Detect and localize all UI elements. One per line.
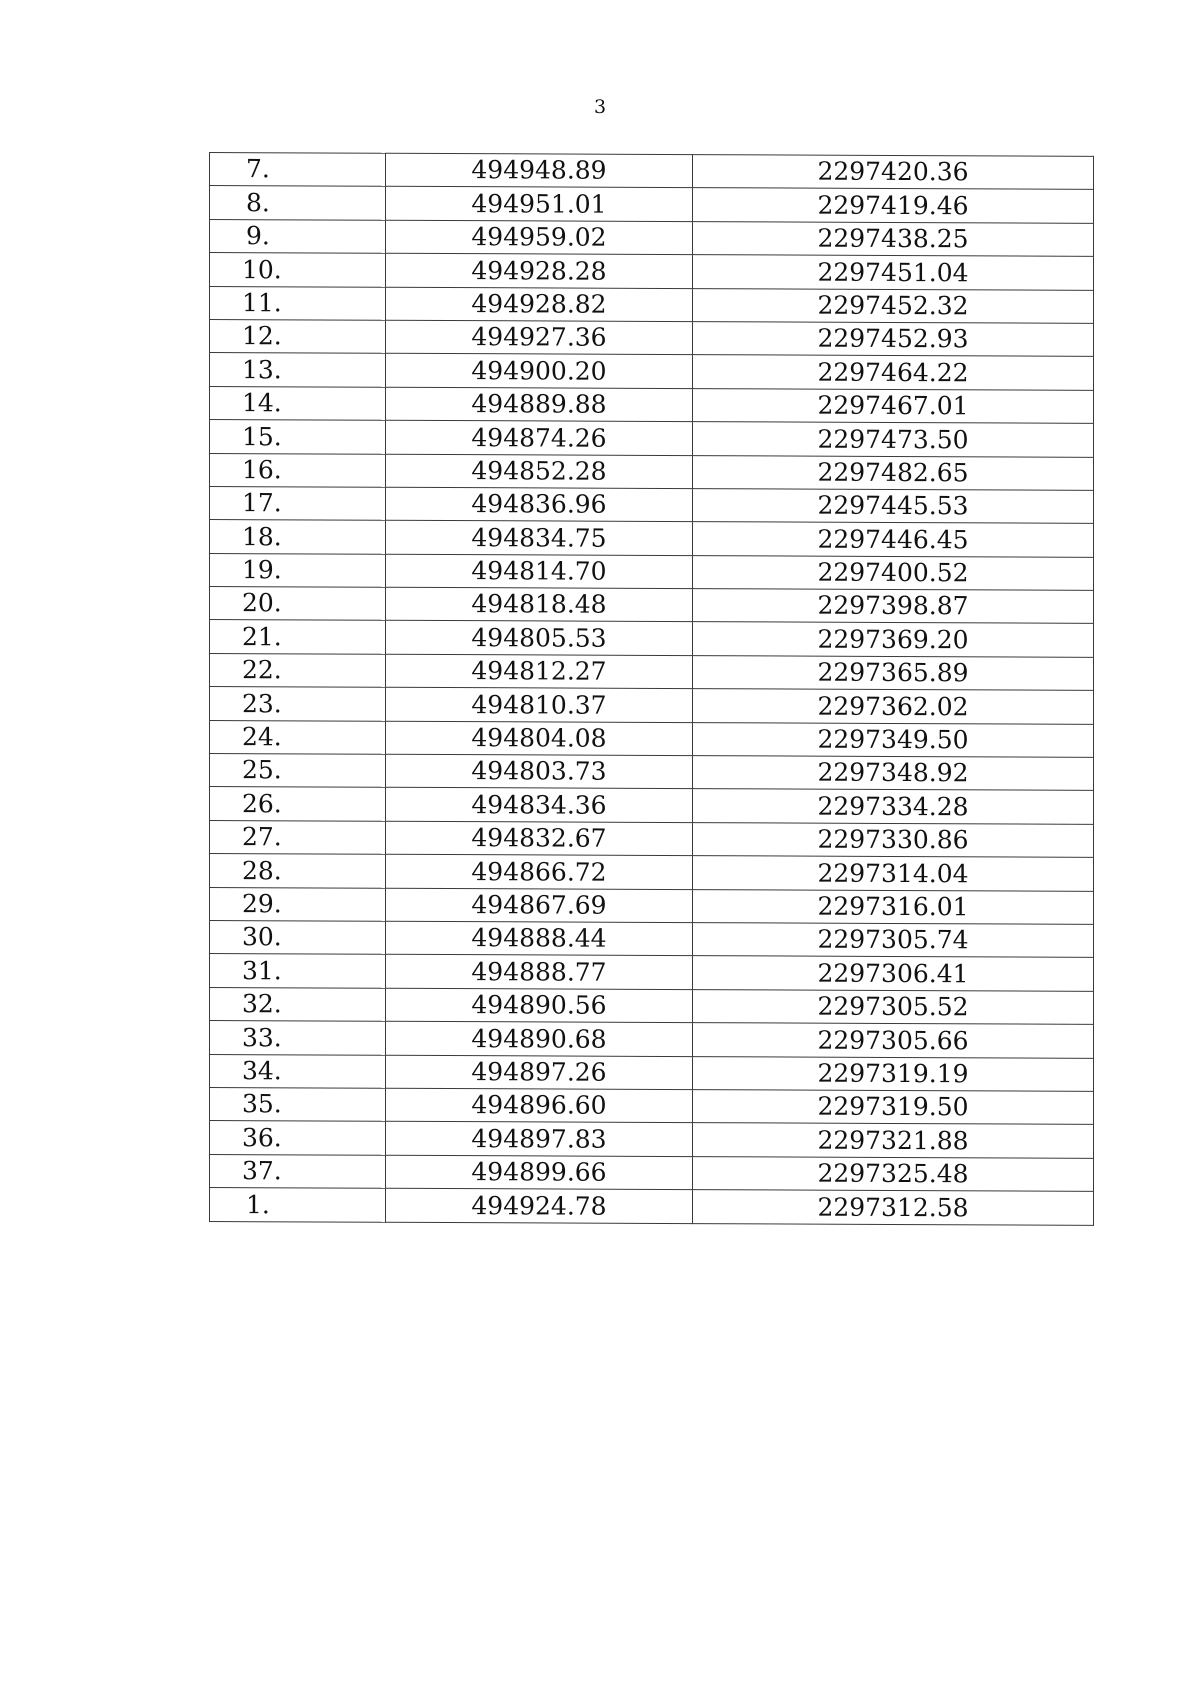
point-number-cell: 1. xyxy=(210,1188,386,1222)
page-number: 3 xyxy=(593,96,607,118)
y-coordinate-cell: 2297446.45 xyxy=(693,522,1094,557)
x-coordinate-cell: 494897.83 xyxy=(386,1122,693,1157)
point-number-cell: 14. xyxy=(210,386,386,420)
x-coordinate-cell: 494834.75 xyxy=(386,521,693,556)
table-row xyxy=(210,720,1094,757)
table-row xyxy=(210,1154,1094,1191)
y-coordinate-cell: 2297445.53 xyxy=(693,489,1094,524)
x-coordinate-cell: 494818.48 xyxy=(386,587,693,622)
y-coordinate-cell: 2297319.19 xyxy=(693,1056,1094,1091)
point-number-cell: 7. xyxy=(210,153,386,187)
point-number-cell: 33. xyxy=(210,1021,386,1055)
table-row xyxy=(210,486,1094,523)
y-coordinate-cell: 2297452.32 xyxy=(693,288,1094,323)
point-number-cell: 36. xyxy=(210,1121,386,1155)
x-coordinate-cell: 494896.60 xyxy=(386,1088,693,1123)
table-row xyxy=(210,987,1094,1024)
table-row xyxy=(210,319,1094,356)
point-number-cell: 27. xyxy=(210,820,386,854)
y-coordinate-cell: 2297400.52 xyxy=(693,555,1094,590)
y-coordinate-cell: 2297369.20 xyxy=(693,622,1094,657)
y-coordinate-cell: 2297316.01 xyxy=(693,889,1094,924)
y-coordinate-cell: 2297464.22 xyxy=(693,355,1094,390)
coordinates-table-body xyxy=(210,153,1094,1225)
table-row xyxy=(210,286,1094,323)
table-row xyxy=(210,854,1094,891)
point-number-cell: 30. xyxy=(210,920,386,954)
point-number-cell: 32. xyxy=(210,987,386,1021)
table-row xyxy=(210,353,1094,390)
y-coordinate-cell: 2297452.93 xyxy=(693,322,1094,357)
y-coordinate-cell: 2297451.04 xyxy=(693,255,1094,290)
y-coordinate-cell: 2297365.89 xyxy=(693,655,1094,690)
x-coordinate-cell: 494832.67 xyxy=(386,821,693,856)
y-coordinate-cell: 2297325.48 xyxy=(693,1156,1094,1191)
y-coordinate-cell: 2297306.41 xyxy=(693,956,1094,991)
x-coordinate-cell: 494888.77 xyxy=(386,955,693,990)
point-number-cell: 16. xyxy=(210,453,386,487)
point-number-cell: 8. xyxy=(210,186,386,220)
point-number-cell: 21. xyxy=(210,620,386,654)
y-coordinate-cell: 2297473.50 xyxy=(693,422,1094,457)
x-coordinate-cell: 494928.28 xyxy=(386,253,693,288)
x-coordinate-cell: 494852.28 xyxy=(386,454,693,489)
table-row xyxy=(210,1021,1094,1058)
point-number-cell: 35. xyxy=(210,1087,386,1121)
x-coordinate-cell: 494897.26 xyxy=(386,1055,693,1090)
y-coordinate-cell: 2297330.86 xyxy=(693,822,1094,857)
table-row xyxy=(210,219,1094,256)
x-coordinate-cell: 494804.08 xyxy=(386,721,693,756)
y-coordinate-cell: 2297348.92 xyxy=(693,756,1094,791)
table-row xyxy=(210,420,1094,457)
x-coordinate-cell: 494890.68 xyxy=(386,1021,693,1056)
point-number-cell: 13. xyxy=(210,353,386,387)
point-number-cell: 17. xyxy=(210,486,386,520)
table-row xyxy=(210,386,1094,423)
table-row xyxy=(210,520,1094,557)
y-coordinate-cell: 2297362.02 xyxy=(693,689,1094,724)
y-coordinate-cell: 2297321.88 xyxy=(693,1123,1094,1158)
table-row xyxy=(210,820,1094,857)
x-coordinate-cell: 494866.72 xyxy=(386,854,693,889)
y-coordinate-cell: 2297467.01 xyxy=(693,388,1094,423)
x-coordinate-cell: 494814.70 xyxy=(386,554,693,589)
x-coordinate-cell: 494890.56 xyxy=(386,988,693,1023)
x-coordinate-cell: 494900.20 xyxy=(386,354,693,389)
table-row xyxy=(210,887,1094,924)
point-number-cell: 15. xyxy=(210,420,386,454)
point-number-cell: 11. xyxy=(210,286,386,320)
y-coordinate-cell: 2297314.04 xyxy=(693,856,1094,891)
x-coordinate-cell: 494959.02 xyxy=(386,220,693,255)
table-row xyxy=(210,754,1094,791)
coordinates-table xyxy=(209,152,1094,1225)
x-coordinate-cell: 494803.73 xyxy=(386,754,693,789)
table-row xyxy=(210,954,1094,991)
table-row xyxy=(210,253,1094,290)
point-number-cell: 20. xyxy=(210,587,386,621)
y-coordinate-cell: 2297420.36 xyxy=(693,155,1094,190)
point-number-cell: 26. xyxy=(210,787,386,821)
y-coordinate-cell: 2297419.46 xyxy=(693,188,1094,223)
y-coordinate-cell: 2297349.50 xyxy=(693,722,1094,757)
point-number-cell: 22. xyxy=(210,653,386,687)
table-row xyxy=(210,920,1094,957)
point-number-cell: 10. xyxy=(210,253,386,287)
x-coordinate-cell: 494812.27 xyxy=(386,654,693,689)
table-row xyxy=(210,186,1094,223)
y-coordinate-cell: 2297398.87 xyxy=(693,589,1094,624)
y-coordinate-cell: 2297334.28 xyxy=(693,789,1094,824)
table-row xyxy=(210,1121,1094,1158)
x-coordinate-cell: 494888.44 xyxy=(386,921,693,956)
x-coordinate-cell: 494927.36 xyxy=(386,320,693,355)
point-number-cell: 18. xyxy=(210,520,386,554)
x-coordinate-cell: 494805.53 xyxy=(386,621,693,656)
point-number-cell: 31. xyxy=(210,954,386,988)
table-row xyxy=(210,1054,1094,1091)
point-number-cell: 34. xyxy=(210,1054,386,1088)
table-row xyxy=(210,687,1094,724)
x-coordinate-cell: 494836.96 xyxy=(386,487,693,522)
x-coordinate-cell: 494928.82 xyxy=(386,287,693,322)
x-coordinate-cell: 494874.26 xyxy=(386,420,693,455)
point-number-cell: 23. xyxy=(210,687,386,721)
y-coordinate-cell: 2297438.25 xyxy=(693,221,1094,256)
y-coordinate-cell: 2297319.50 xyxy=(693,1090,1094,1125)
point-number-cell: 19. xyxy=(210,553,386,587)
table-row xyxy=(210,453,1094,490)
x-coordinate-cell: 494810.37 xyxy=(386,688,693,723)
x-coordinate-cell: 494899.66 xyxy=(386,1155,693,1190)
point-number-cell: 25. xyxy=(210,754,386,788)
table-row xyxy=(210,653,1094,690)
x-coordinate-cell: 494834.36 xyxy=(386,788,693,823)
point-number-cell: 9. xyxy=(210,219,386,253)
point-number-cell: 29. xyxy=(210,887,386,921)
x-coordinate-cell: 494867.69 xyxy=(386,888,693,923)
table-row xyxy=(210,553,1094,590)
x-coordinate-cell: 494951.01 xyxy=(386,187,693,222)
y-coordinate-cell: 2297305.74 xyxy=(693,923,1094,958)
table-row xyxy=(210,787,1094,824)
table-row xyxy=(210,620,1094,657)
point-number-cell: 24. xyxy=(210,720,386,754)
table-row xyxy=(210,1188,1094,1225)
y-coordinate-cell: 2297482.65 xyxy=(693,455,1094,490)
table-row xyxy=(210,587,1094,624)
y-coordinate-cell: 2297312.58 xyxy=(693,1190,1094,1225)
x-coordinate-cell: 494948.89 xyxy=(386,153,693,188)
x-coordinate-cell: 494924.78 xyxy=(386,1188,693,1223)
point-number-cell: 37. xyxy=(210,1154,386,1188)
table-row xyxy=(210,153,1094,190)
point-number-cell: 12. xyxy=(210,319,386,353)
point-number-cell: 28. xyxy=(210,854,386,888)
y-coordinate-cell: 2297305.52 xyxy=(693,989,1094,1024)
x-coordinate-cell: 494889.88 xyxy=(386,387,693,422)
table-row xyxy=(210,1087,1094,1124)
y-coordinate-cell: 2297305.66 xyxy=(693,1023,1094,1058)
